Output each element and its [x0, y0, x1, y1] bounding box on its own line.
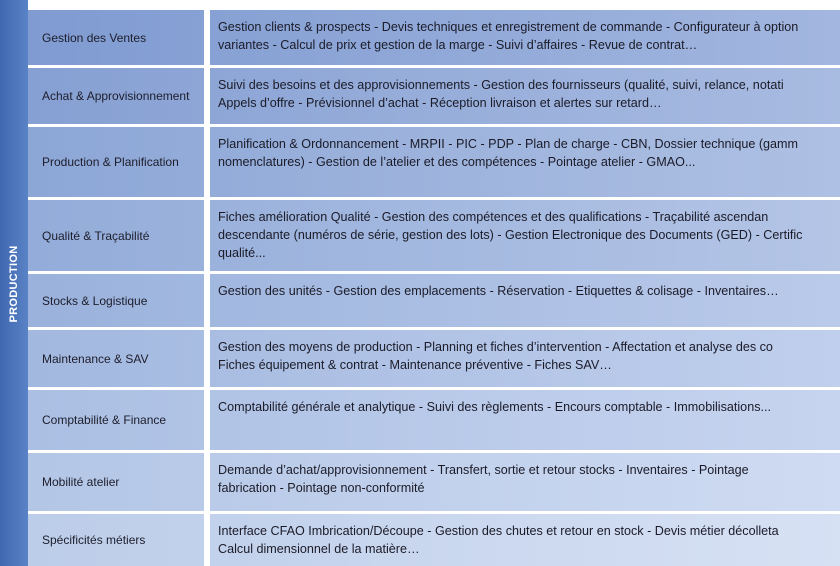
row-category: Comptabilité & Finance	[42, 413, 167, 427]
description-line: Suivi des besoins et des approvisionnements - Gestion des fournisseurs (qualité, suivi, relance, notati	[218, 78, 784, 92]
description-line: descendante (numéros de série, gestion des lots) - Gestion Electronique des Documents (GED) - Certific	[218, 228, 803, 242]
row-description	[210, 10, 840, 65]
description-line: qualité...	[218, 246, 266, 260]
row-category: Qualité & Traçabilité	[42, 228, 150, 243]
row-category: Achat & Approvisionnement	[42, 89, 190, 103]
row-category: Spécificités métiers	[42, 533, 146, 547]
description-line: nomenclatures) - Gestion de l’atelier et des compétences - Pointage atelier - GMAO...	[218, 155, 696, 169]
description-line: Fiches équipement & contrat - Maintenance préventive - Fiches SAV…	[218, 358, 612, 372]
table-row	[28, 453, 840, 511]
description-line: Calcul dimensionnel de la matière…	[218, 542, 420, 556]
row-category: Stocks & Logistique	[42, 293, 148, 308]
feature-table	[28, 0, 840, 566]
row-description	[210, 200, 840, 271]
description-line: Interface CFAO Imbrication/Découpe - Gestion des chutes et retour en stock - Devis métier décolleta	[218, 524, 779, 538]
side-label: PRODUCTION	[8, 245, 20, 323]
description-line: Gestion des unités - Gestion des emplacements - Réservation - Etiquettes & colisage - Inventaires…	[218, 284, 779, 298]
row-description	[210, 68, 840, 124]
description-line: fabrication - Pointage non-conformité	[218, 481, 425, 495]
row-description	[210, 330, 840, 387]
description-line: variantes - Calcul de prix et gestion de la marge - Suivi d’affaires - Revue de contrat…	[218, 38, 698, 52]
row-description	[210, 453, 840, 511]
table-row	[28, 274, 840, 327]
row-category: Maintenance & SAV	[42, 351, 149, 366]
table-row	[28, 514, 840, 566]
description-line: Fiches amélioration Qualité - Gestion des compétences et des qualifications - Traçabilité ascendan	[218, 210, 769, 224]
row-category: Production & Planification	[42, 155, 179, 169]
table-row	[28, 68, 840, 124]
table-row	[28, 390, 840, 450]
side-band	[0, 0, 28, 566]
table-row	[28, 330, 840, 387]
description-line: Gestion des moyens de production - Planning et fiches d’intervention - Affectation et analyse des co	[218, 340, 773, 354]
description-line: Gestion clients & prospects - Devis techniques et enregistrement de commande - Configurateur à option	[218, 20, 799, 34]
description-line: Planification & Ordonnancement - MRPII - PIC - PDP - Plan de charge - CBN, Dossier technique (gamm	[218, 137, 799, 151]
table-row	[28, 10, 840, 65]
row-description	[210, 127, 840, 197]
row-description	[210, 390, 840, 450]
description-line: Demande d’achat/approvisionnement - Transfert, sortie et retour stocks - Inventaires - Pointage	[218, 463, 749, 477]
table-row	[28, 200, 840, 271]
row-category: Mobilité atelier	[42, 475, 120, 489]
description-line: Appels d’offre - Prévisionnel d’achat - Réception livraison et alertes sur retard…	[218, 96, 662, 110]
row-description	[210, 274, 840, 327]
row-description	[210, 514, 840, 566]
row-category: Gestion des Ventes	[42, 30, 147, 45]
description-line: Comptabilité générale et analytique - Suivi des règlements - Encours comptable - Immobilisations...	[218, 400, 771, 414]
table-row	[28, 127, 840, 197]
